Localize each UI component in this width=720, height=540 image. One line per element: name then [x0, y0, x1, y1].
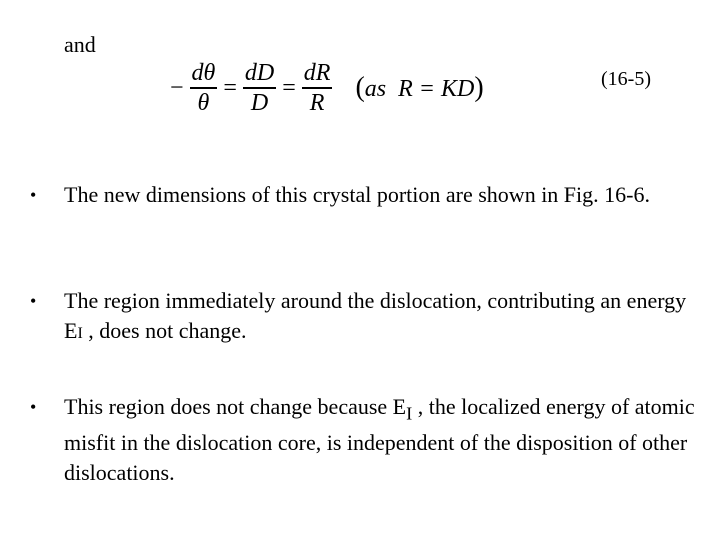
equation-condition	[355, 72, 483, 104]
close-paren: )	[474, 72, 484, 103]
bullet-text-pre: The region immediately around the dislocation, contributing an energy E	[64, 288, 687, 343]
bullet-marker: •	[30, 397, 37, 417]
subscript: I	[406, 403, 413, 424]
bullet-text-pre: This region does not change because E	[64, 394, 407, 419]
bullet-item	[30, 180, 700, 210]
bullet-text-post: , does not change.	[82, 318, 247, 343]
bullet-marker: •	[30, 291, 37, 311]
fraction-dD-over-D	[243, 59, 276, 117]
subscript: I	[77, 325, 83, 342]
equals-sign: =	[223, 74, 237, 101]
bullet-text	[64, 286, 700, 349]
fraction-denominator: D	[250, 89, 269, 116]
bullet-text	[64, 392, 700, 488]
fraction-numerator: dθ	[191, 60, 216, 87]
equals-sign: =	[282, 74, 296, 101]
fraction-denominator: R	[309, 89, 325, 116]
fraction-denominator: θ	[197, 89, 210, 116]
fraction-dtheta-over-theta	[190, 59, 218, 117]
fraction-numerator: dD	[244, 60, 275, 87]
intro-text: and	[64, 32, 96, 57]
fraction-dR-over-R	[302, 59, 333, 117]
bullet-item	[30, 286, 700, 349]
open-paren: (	[355, 72, 365, 103]
bullet-text-post: , the localized energy of atomic misfit in the dislocation core, is independent of the disposition of other dislocations.	[64, 394, 695, 486]
minus-sign: −	[170, 74, 184, 101]
equation-number: (16-5)	[601, 68, 651, 90]
bullet-text: The new dimensions of this crystal portion are shown in Fig. 16-6.	[64, 182, 650, 207]
fraction-numerator: dR	[303, 60, 331, 87]
condition-text: as R = KD	[364, 76, 475, 102]
bullet-marker: •	[30, 185, 37, 205]
bullet-item	[30, 392, 700, 488]
equation-16-5	[170, 52, 484, 124]
